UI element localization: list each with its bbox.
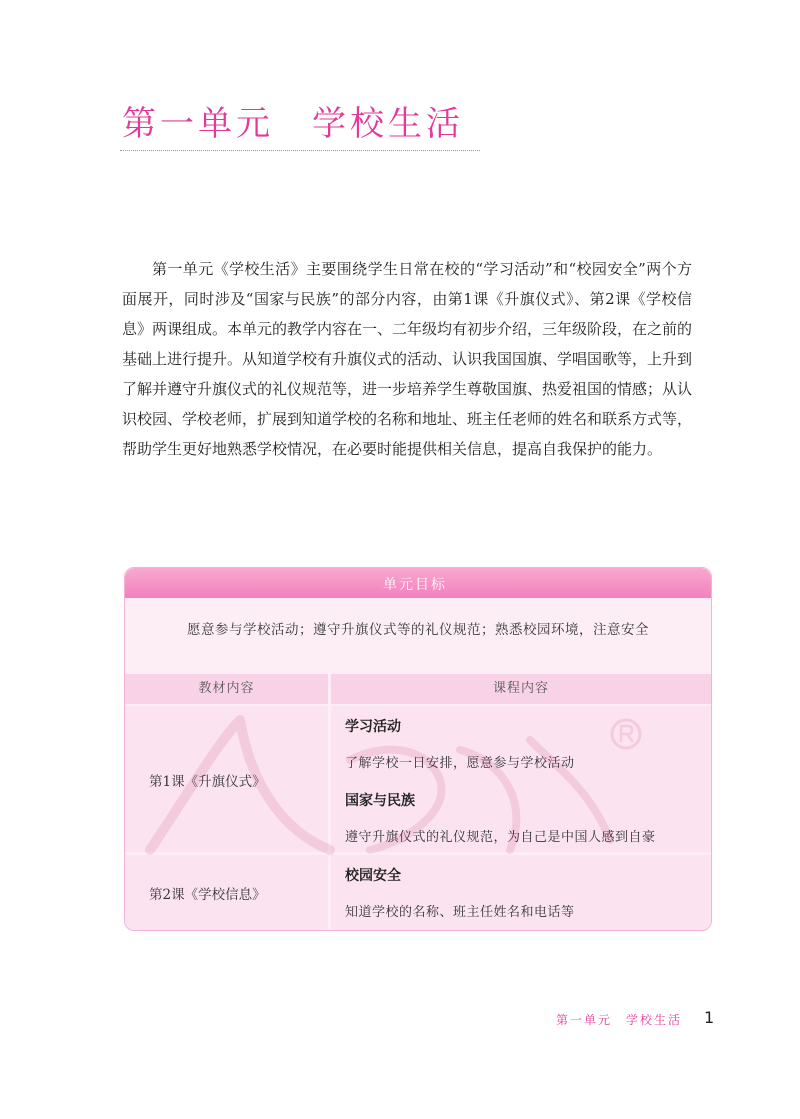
running-footer-title: 第一单元 学校生活: [556, 1013, 683, 1027]
column-header-textbook: 教材内容: [125, 674, 328, 704]
content-heading: 国家与民族: [345, 793, 415, 809]
goal-summary: 愿意参与学校活动；遵守升旗仪式等的礼仪规范；熟悉校园环境，注意安全: [187, 622, 649, 638]
content-heading: 学习活动: [345, 719, 401, 735]
table-row-lesson-1: [125, 706, 328, 852]
lesson-label: 第2课《学校信息》: [149, 887, 266, 903]
table-row-lesson-1-content: [331, 706, 711, 852]
lesson-label: 第1课《升旗仪式》: [149, 774, 266, 790]
unit-goal-table: [124, 567, 712, 931]
page-number: 1: [704, 1008, 715, 1027]
title-divider: [120, 150, 480, 151]
content-text: 了解学校一日安排，愿意参与学校活动: [345, 756, 575, 771]
unit-intro-paragraph: 第一单元《学校生活》主要围绕学生日常在校的“学习活动”和“校园安全”两个方面展开，同时涉及“国家与民族”的部分内容，由第1课《升旗仪式》、第2课《学校信息》两课组成。本单元的教学内容在一、二年级均有初步介绍，三年级阶段，在之前的基础上进行提升。从知道学校有升旗仪式的活动、认识我国国旗、学唱国歌等，上升到了解并遵守升旗仪式的礼仪规范等，进一步培养学生尊敬国旗、热爱祖国的情感；从认识校园、学校老师，扩展到知道学校的名称和地址、班主任老师的姓名和联系方式等，帮助学生更好地熟悉学校情况，在必要时能提供相关信息，提高自我保护的能力。: [122, 260, 693, 458]
content-text: 知道学校的名称、班主任姓名和电话等: [345, 905, 575, 920]
table-row-lesson-2-content: [331, 855, 711, 930]
column-header-curriculum: 课程内容: [331, 674, 711, 704]
goal-table-header: [125, 568, 711, 598]
goal-table-header-label: 单元目标: [383, 577, 447, 593]
unit-title: 第一单元 学校生活: [122, 104, 464, 144]
table-row-lesson-2: [125, 855, 328, 930]
content-heading: 校园安全: [345, 868, 401, 884]
content-text: 遵守升旗仪式的礼仪规范，为自己是中国人感到自豪: [345, 830, 656, 845]
